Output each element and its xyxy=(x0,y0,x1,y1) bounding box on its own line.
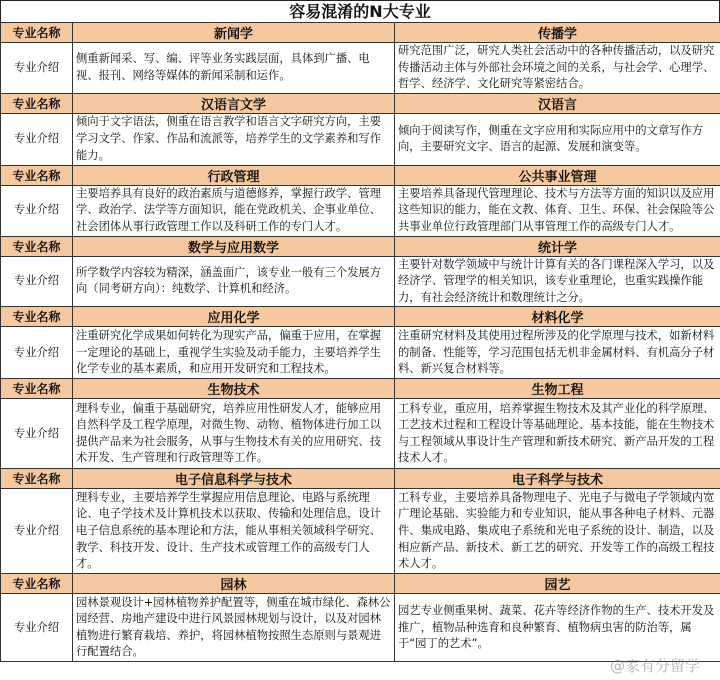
right-major-name: 汉语言 xyxy=(395,93,720,113)
left-major-name: 应用化学 xyxy=(73,307,395,327)
major-name-row xyxy=(1,574,720,594)
left-major-desc: 理科专业，主要培养学生掌握应用信息理论、电路与系统理论、电子学技术及计算机技术以获取、传输和处理信息，设计电子信息系统的基本理论和方法，能从事相关领域科学研究、教学、科技开发、设计、生产技术或管理工作的高级专门人才。 xyxy=(73,489,395,574)
row-label-name: 专业名称 xyxy=(1,307,73,327)
right-major-desc: 注重研究材料及其使用过程所涉及的化学原理与技术，如新材料的制备、性能等，学习范围包括无机非金属材料、有机高分子材料、新兴复合材料等。 xyxy=(395,327,720,379)
right-major-name: 传播学 xyxy=(395,23,720,43)
major-name-row xyxy=(1,23,720,43)
major-intro-row xyxy=(1,594,720,662)
left-major-name: 园林 xyxy=(73,574,395,594)
right-major-desc: 研究范围广泛，研究人类社会活动中的各种传播活动，以及研究传播活动主体与外部社会环境之间的关系，与社会学、心理学、哲学、经济学、文化研究等紧密结合。 xyxy=(395,43,720,94)
major-name-row xyxy=(1,307,720,327)
row-label-name: 专业名称 xyxy=(1,93,73,113)
row-label-intro: 专业介绍 xyxy=(1,113,73,165)
row-label-name: 专业名称 xyxy=(1,379,73,399)
left-major-name: 新闻学 xyxy=(73,23,395,43)
right-major-desc: 园艺专业侧重果树、蔬菜、花卉等经济作物的生产、技术开发及推广，植物品种选育和良种繁育、植物病虫害的防治等，属于“园丁的艺术”。 xyxy=(395,594,720,662)
major-name-row xyxy=(1,165,720,185)
right-major-name: 园艺 xyxy=(395,574,720,594)
major-intro-row xyxy=(1,185,720,236)
right-major-name: 材料化学 xyxy=(395,307,720,327)
watermark-text: @家有分留学 xyxy=(609,657,700,675)
major-name-row xyxy=(1,469,720,489)
left-major-name: 汉语言文学 xyxy=(73,93,395,113)
right-major-name: 生物工程 xyxy=(395,379,720,399)
left-major-desc: 园林景观设计+园林植物养护配置等，侧重在城市绿化、森林公园经营、房地产建设中进行风景园林规划与设计，以及对园林植物进行繁育栽培、养护，将园林植物按照生态原则与景观进行配置结合。 xyxy=(73,594,395,662)
major-intro-row xyxy=(1,256,720,307)
major-intro-row xyxy=(1,327,720,379)
row-label-intro: 专业介绍 xyxy=(1,489,73,574)
comparison-table xyxy=(0,22,720,662)
major-intro-row xyxy=(1,489,720,574)
row-label-intro: 专业介绍 xyxy=(1,399,73,469)
major-intro-row xyxy=(1,113,720,165)
major-intro-row xyxy=(1,399,720,469)
row-label-intro: 专业介绍 xyxy=(1,594,73,662)
left-major-desc: 倾向于文字语法，侧重在语言教学和语言文字研究方向，主要学习文学、作家、作品和流派等，培养学生的文学素养和写作能力。 xyxy=(73,113,395,165)
left-major-desc: 侧重新闻采、写、编、评等业务实践层面，具体到广播、电视、报刊、网络等媒体的新闻采制和运作。 xyxy=(73,43,395,94)
row-label-intro: 专业介绍 xyxy=(1,43,73,94)
major-name-row xyxy=(1,236,720,256)
row-label-name: 专业名称 xyxy=(1,236,73,256)
row-label-name: 专业名称 xyxy=(1,469,73,489)
major-intro-row xyxy=(1,43,720,94)
right-major-desc: 倾向于阅读写作，侧重在文字应用和实际应用中的文章写作方向，主要研究文字、语言的起源、发展和演变等。 xyxy=(395,113,720,165)
right-major-desc: 工科专业，主要培养具备物理电子、光电子与微电子学领域内宽广理论基础、实验能力和专业知识，能从事各种电子材料、元器件、集成电路、集成电子系统和光电子系统的设计、制造，以及相应新产品、新技术、新工艺的研究、开发等工作的高级工程技术人才。 xyxy=(395,489,720,574)
page-title: 容易混淆的N大专业 xyxy=(0,0,720,22)
row-label-name: 专业名称 xyxy=(1,574,73,594)
left-major-desc: 理科专业，偏重于基础研究，培养应用性研发人才，能够应用自然科学及工程学原理，对微生物、动物、植物体进行加工以提供产品来为社会服务，从事与生物技术有关的应用研究、技术开发、生产管理和行政管理等工作。 xyxy=(73,399,395,469)
left-major-name: 电子信息科学与技术 xyxy=(73,469,395,489)
left-major-name: 数学与应用数学 xyxy=(73,236,395,256)
right-major-desc: 主要针对数学领域中与统计计算有关的各门课程深入学习，以及经济学、管理学的相关知识，该专业重理论，也重实践操作能力，有社会经济统计和数理统计之分。 xyxy=(395,256,720,307)
row-label-intro: 专业介绍 xyxy=(1,185,73,236)
left-major-desc: 主要培养具有良好的政治素质与道德修养，掌握行政学、管理学、政治学、法学等方面知识，能在党政机关、企事业单位、社会团体从事行政管理工作以及科研工作的专门人才。 xyxy=(73,185,395,236)
left-major-desc: 注重研究化学成果如何转化为现实产品，偏重于应用，在掌握一定理论的基础上，重视学生实验及动手能力，主要培养学生化学专业的基本素质，和应用开发研究和工程技术。 xyxy=(73,327,395,379)
left-major-desc: 所学数学内容较为精深，涵盖面广，该专业一般有三个发展方向（同考研方向）：纯数学、计算机和经济。 xyxy=(73,256,395,307)
major-name-row xyxy=(1,93,720,113)
row-label-name: 专业名称 xyxy=(1,165,73,185)
right-major-name: 统计学 xyxy=(395,236,720,256)
right-major-name: 公共事业管理 xyxy=(395,165,720,185)
left-major-name: 生物技术 xyxy=(73,379,395,399)
left-major-name: 行政管理 xyxy=(73,165,395,185)
major-name-row xyxy=(1,379,720,399)
row-label-intro: 专业介绍 xyxy=(1,327,73,379)
right-major-desc: 主要培养具备现代管理理论、技术与方法等方面的知识以及应用这些知识的能力，能在文教、体育、卫生、环保、社会保险等公共事业单位行政管理部门从事管理工作的高级专门人才。 xyxy=(395,185,720,236)
right-major-name: 电子科学与技术 xyxy=(395,469,720,489)
right-major-desc: 工科专业，重应用，培养掌握生物技术及其产业化的科学原理、工艺技术过程和工程设计等基础理论、基本技能，能在生物技术与工程领域从事设计生产管理和新技术研究、新产品开发的工程技术人才。 xyxy=(395,399,720,469)
row-label-intro: 专业介绍 xyxy=(1,256,73,307)
row-label-name: 专业名称 xyxy=(1,23,73,43)
